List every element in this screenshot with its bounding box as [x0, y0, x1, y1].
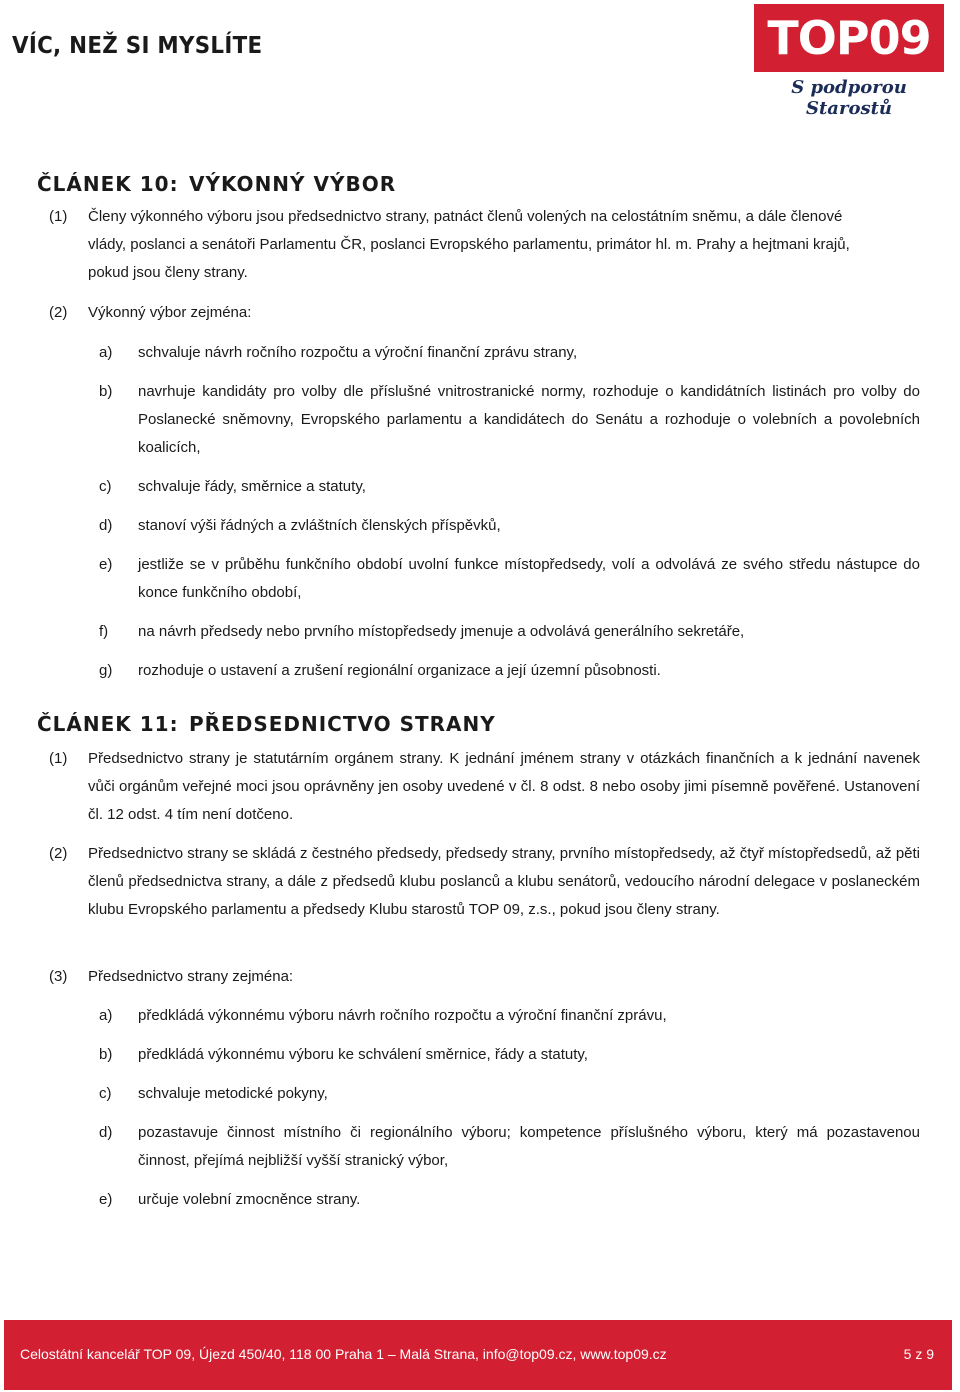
list-letter: b)	[99, 1046, 113, 1063]
paragraph-number: (1)	[49, 208, 68, 225]
list-item: určuje volební zmocněnce strany.	[138, 1191, 361, 1208]
paragraph-text: Předsednictvo strany zejména:	[88, 968, 294, 985]
list-item: navrhuje kandidáty pro volby dle příslušné vnitrostranické normy, rozhoduje o kandidátních listinách pro volby do Poslanecké sněmovny, Evropského parlamentu a kandidátech do Senátu a rozhoduje o volebních a povolebních koalicích,	[138, 383, 920, 456]
paragraph-text	[88, 203, 920, 287]
top09-logo	[754, 4, 944, 119]
paragraph-number: (3)	[49, 968, 68, 985]
page-number: 5 z 9	[903, 1346, 934, 1362]
list-item: předkládá výkonnému výboru ke schválení směrnice, řády a statuty,	[138, 1046, 588, 1063]
paragraph-text: Výkonný výbor zejména:	[88, 304, 252, 321]
list-item: schvaluje návrh ročního rozpočtu a výroční finanční zprávu strany,	[138, 344, 578, 361]
footer-address: Celostátní kancelář TOP 09, Újezd 450/40, 118 00 Praha 1 – Malá Strana, info@top09.cz, www.top09.cz	[20, 1346, 667, 1362]
article-number: ČLÁNEK 10:	[37, 172, 179, 196]
list-item: předkládá výkonnému výboru návrh ročního rozpočtu a výroční finanční zprávu,	[138, 1007, 667, 1024]
article-10-heading	[37, 172, 396, 196]
paragraph-line: vlády, poslanci a senátoři Parlamentu ČR, poslanci Evropského parlamentu, primátor hl. m. Prahy a hejtmani krajů,	[88, 236, 850, 253]
list-letter: a)	[99, 1007, 113, 1024]
article-title: VÝKONNÝ VÝBOR	[189, 172, 397, 196]
list-item: na návrh předsedy nebo prvního místopředsedy jmenuje a odvolává generálního sekretáře,	[138, 623, 745, 640]
list-item: schvaluje řády, směrnice a statuty,	[138, 478, 366, 495]
list-item: rozhoduje o ustavení a zrušení regionální organizace a její územní působnosti.	[138, 662, 661, 679]
page-footer	[4, 1320, 952, 1390]
list-item: jestliže se v průběhu funkčního období uvolní funkce místopředsedy, volí a odvolává ze svého středu nástupce do konce funkčního období,	[138, 556, 920, 601]
article-title: PŘEDSEDNICTVO STRANY	[189, 712, 496, 736]
list-item: stanoví výši řádných a zvláštních členských příspěvků,	[138, 517, 501, 534]
logo-wordmark: TOP09	[754, 4, 944, 72]
list-letter: b)	[99, 383, 113, 400]
article-number: ČLÁNEK 11:	[37, 712, 179, 736]
list-letter: f)	[99, 623, 109, 640]
paragraph-number: (2)	[49, 304, 68, 321]
list-item: schvaluje metodické pokyny,	[138, 1085, 328, 1102]
list-letter: g)	[99, 662, 113, 679]
list-letter: c)	[99, 1085, 112, 1102]
list-letter: c)	[99, 478, 112, 495]
paragraph-line: pokud jsou členy strany.	[88, 264, 248, 281]
list-letter: a)	[99, 344, 113, 361]
list-item: pozastavuje činnost místního či regionálního výboru; kompetence příslušného výboru, který má pozastavenou činnost, přejímá nejbližší vyšší stranický výbor,	[138, 1124, 920, 1169]
list-letter: d)	[99, 517, 113, 534]
paragraph-number: (1)	[49, 750, 68, 767]
list-letter: e)	[99, 1191, 113, 1208]
list-letter: e)	[99, 556, 113, 573]
paragraph-number: (2)	[49, 845, 68, 862]
article-11-heading	[37, 712, 496, 736]
logo-tagline: S podporou Starostů	[791, 77, 907, 119]
paragraph-text: Předsednictvo strany se skládá z čestného předsedy, předsedy strany, prvního místopředsedy, až čtyř místopředsedů, až pěti členů předsednictva strany, a dále z předsedů klubu poslanců a klubu senátorů, vedoucího národní delegace v poslaneckém klubu Evropského parlamentu a předsedy Klubu starostů TOP 09, z.s., pokud jsou členy strany.	[88, 845, 920, 918]
paragraph-line: Členy výkonného výboru jsou předsednictvo strany, patnáct členů volených na celostátním sněmu, a dále členové	[88, 208, 843, 225]
list-letter: d)	[99, 1124, 113, 1141]
header-slogan: VÍC, NEŽ SI MYSLÍTE	[12, 33, 263, 59]
paragraph-text: Předsednictvo strany je statutárním orgánem strany. K jednání jménem strany v otázkách finančních a k jednání navenek vůči orgánům veřejné moci jsou oprávněny jen osoby uvedené v čl. 8 odst. 8 nebo osoby jimi písemně pověřené. Ustanovení čl. 12 odst. 4 tím není dotčeno.	[88, 750, 920, 823]
